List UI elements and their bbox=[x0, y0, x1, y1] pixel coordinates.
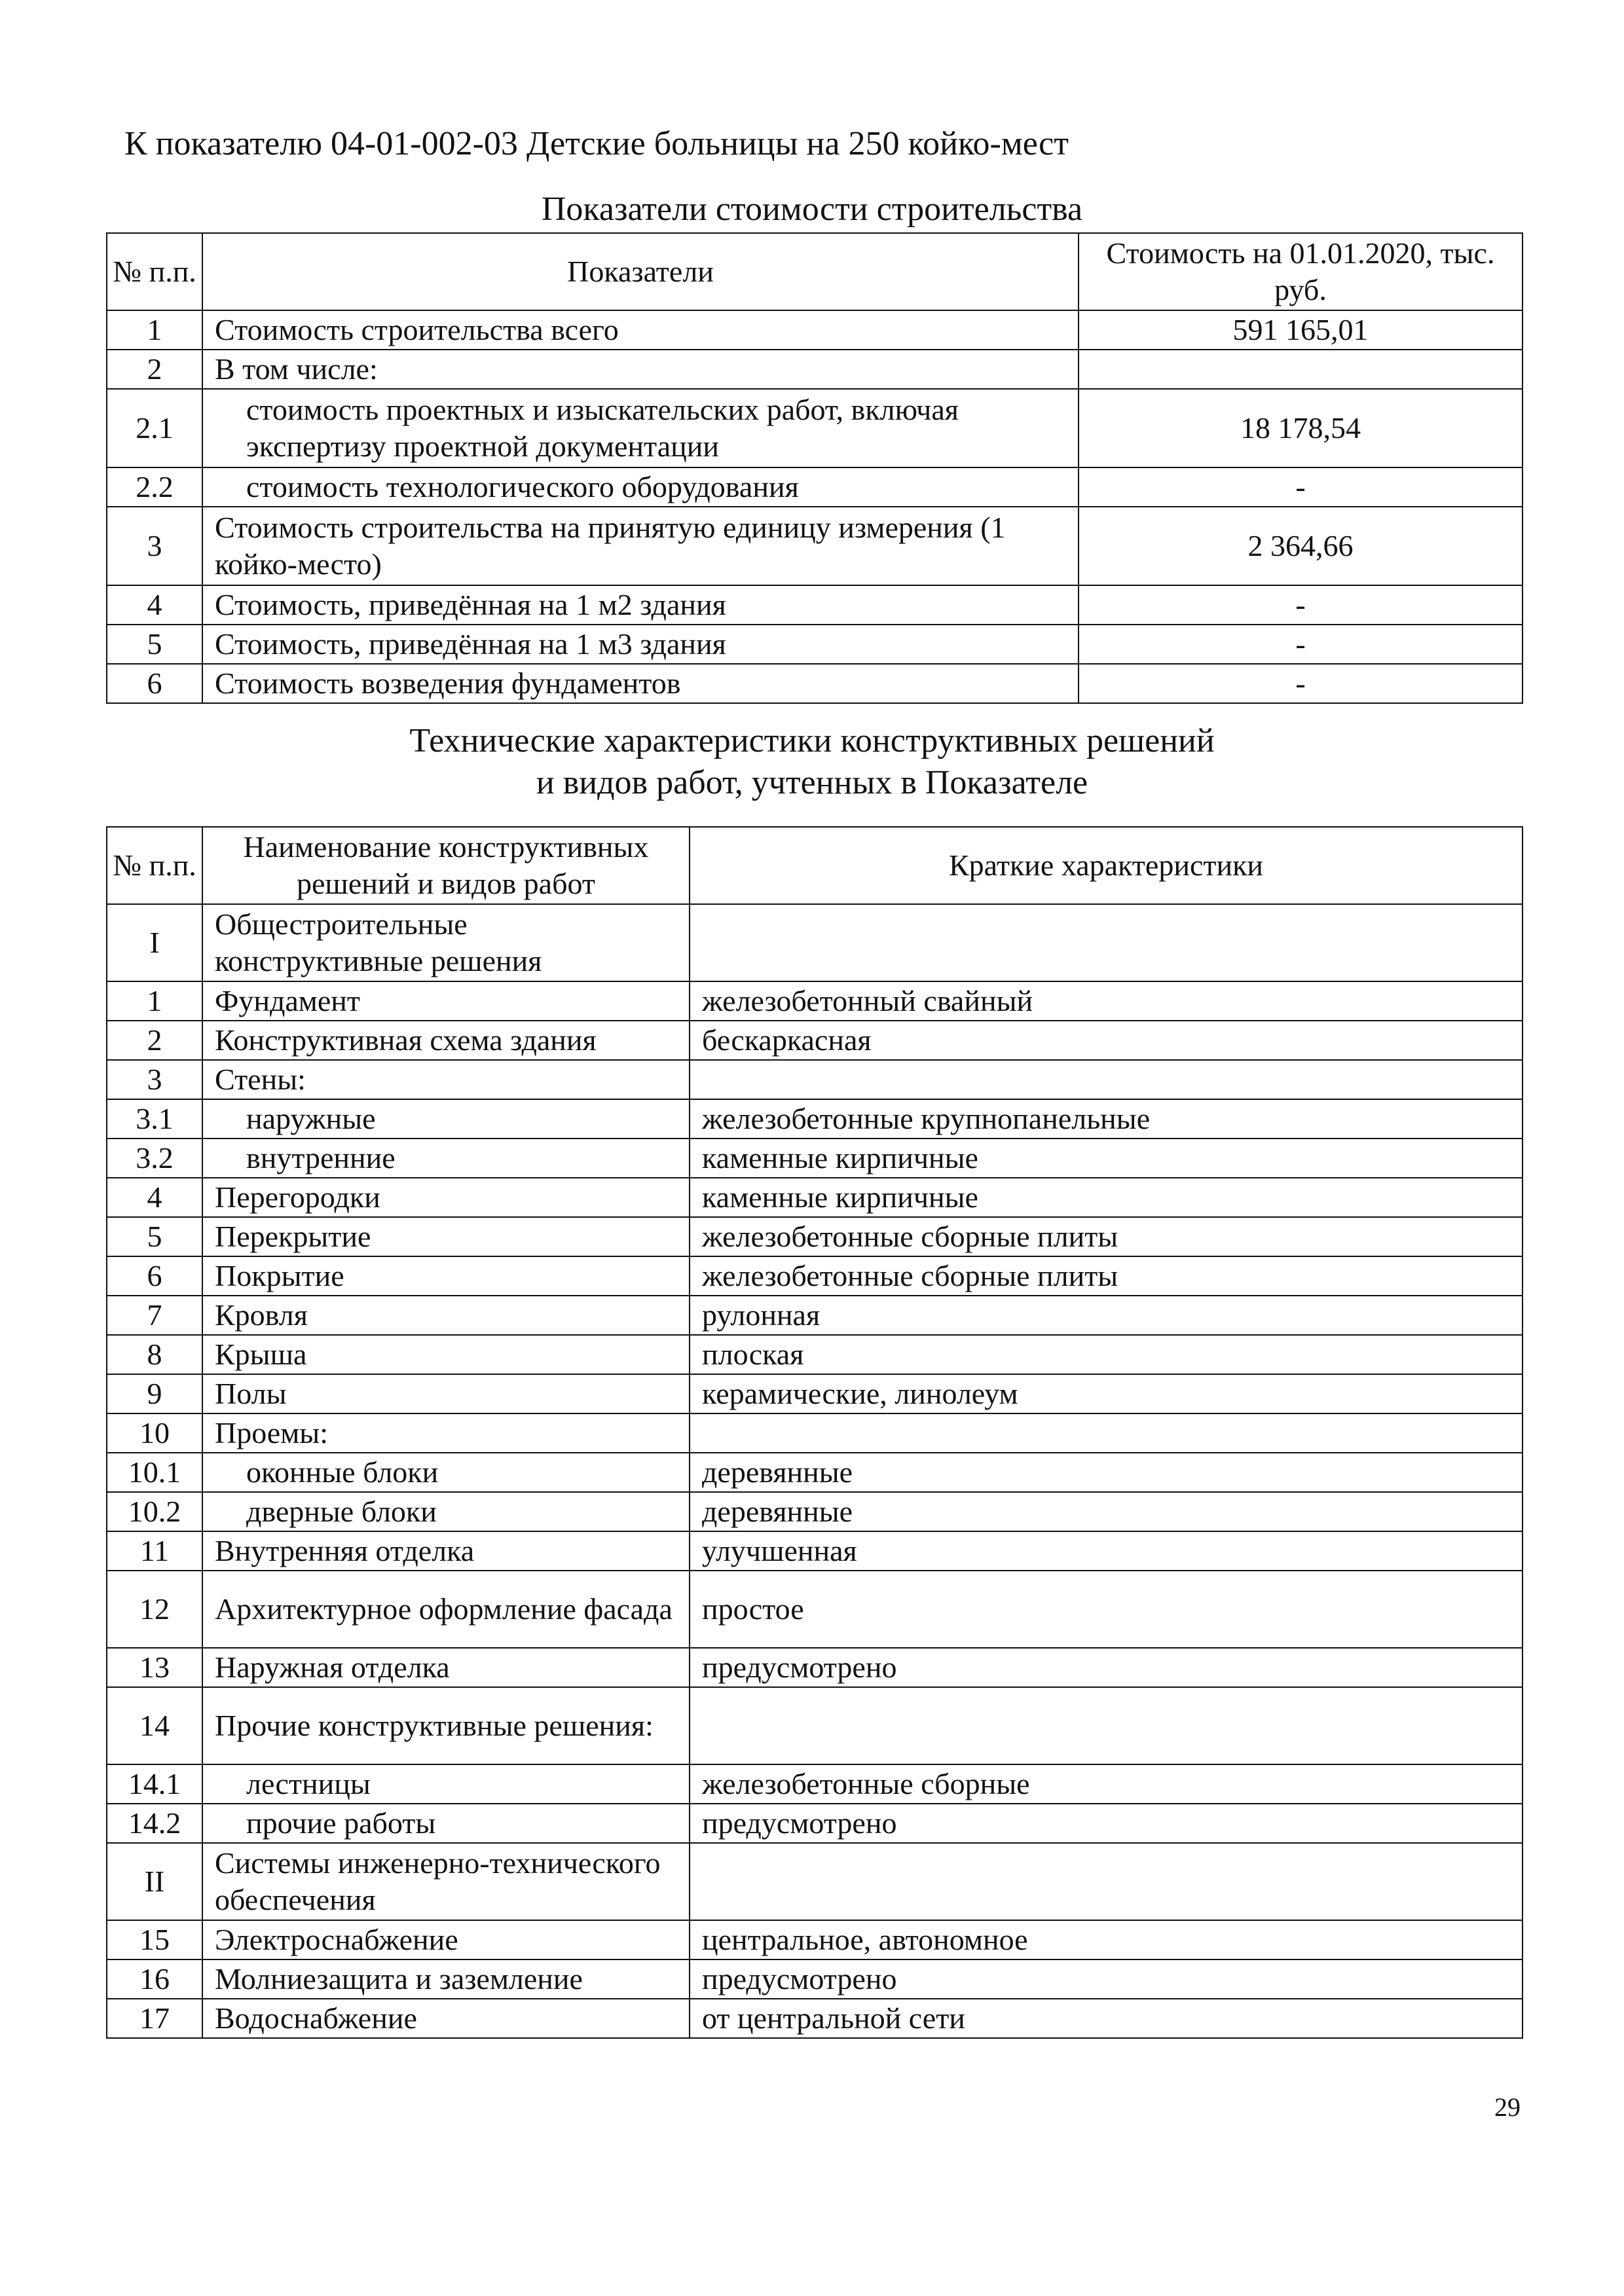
row-number: 5 bbox=[107, 1217, 202, 1256]
row-number: 9 bbox=[107, 1374, 202, 1413]
row-description: каменные кирпичные bbox=[690, 1139, 1522, 1178]
row-description bbox=[690, 1413, 1522, 1453]
table-row bbox=[107, 1804, 1522, 1843]
row-description: железобетонные сборные bbox=[690, 1764, 1522, 1804]
table-row bbox=[107, 1296, 1522, 1335]
row-description: плоская bbox=[690, 1335, 1522, 1374]
table-row bbox=[107, 1060, 1522, 1099]
row-name: Общестроительные конструктивные решения bbox=[202, 904, 690, 981]
row-name: Архитектурное оформление фасада bbox=[202, 1571, 690, 1648]
table-row bbox=[107, 1139, 1522, 1178]
table-row bbox=[107, 664, 1522, 703]
row-description: центральное, автономное bbox=[690, 1920, 1522, 1959]
table-row bbox=[107, 1217, 1522, 1256]
row-description: железобетонные сборные плиты bbox=[690, 1217, 1522, 1256]
row-name: Конструктивная схема здания bbox=[202, 1021, 690, 1060]
row-value: - bbox=[1079, 585, 1522, 625]
row-name: оконные блоки bbox=[202, 1453, 690, 1492]
row-name: Перекрытие bbox=[202, 1217, 690, 1256]
row-name: Прочие конструктивные решения: bbox=[202, 1687, 690, 1764]
table-row bbox=[107, 389, 1522, 467]
row-number: 2.1 bbox=[107, 389, 202, 467]
row-label: В том числе: bbox=[202, 350, 1079, 389]
table-row bbox=[107, 1256, 1522, 1296]
row-description: рулонная bbox=[690, 1296, 1522, 1335]
table-row bbox=[107, 310, 1522, 350]
row-name: дверные блоки bbox=[202, 1492, 690, 1531]
row-number: 6 bbox=[107, 1256, 202, 1296]
table-row bbox=[107, 467, 1522, 507]
row-description: предусмотрено bbox=[690, 1804, 1522, 1843]
row-number: 7 bbox=[107, 1296, 202, 1335]
row-description bbox=[690, 1687, 1522, 1764]
row-description: железобетонный свайный bbox=[690, 981, 1522, 1021]
table-row bbox=[107, 1413, 1522, 1453]
row-name: лестницы bbox=[202, 1764, 690, 1804]
row-description: железобетонные крупнопанельные bbox=[690, 1099, 1522, 1139]
tech-table-title-line-1: Технические характеристики конструктивных решений bbox=[409, 722, 1215, 759]
table-row bbox=[107, 1178, 1522, 1217]
row-number: 17 bbox=[107, 1999, 202, 2038]
row-number: 4 bbox=[107, 1178, 202, 1217]
row-number: 3.1 bbox=[107, 1099, 202, 1139]
table-row bbox=[107, 1453, 1522, 1492]
cost-table bbox=[106, 232, 1523, 704]
table-row bbox=[107, 1571, 1522, 1648]
tech-table-title-line-2: и видов работ, учтенных в Показателе bbox=[536, 764, 1088, 801]
row-name: Стены: bbox=[202, 1060, 690, 1099]
row-value: - bbox=[1079, 467, 1522, 507]
row-number: 10 bbox=[107, 1413, 202, 1453]
cost-table-header-row bbox=[107, 233, 1522, 310]
row-description bbox=[690, 1843, 1522, 1920]
tech-table-header-row bbox=[107, 827, 1522, 904]
row-name: Кровля bbox=[202, 1296, 690, 1335]
row-description bbox=[690, 1060, 1522, 1099]
table-row bbox=[107, 1335, 1522, 1374]
tech-header-name: Наименование конструктивных решений и видов работ bbox=[202, 827, 690, 904]
row-name: Наружная отделка bbox=[202, 1648, 690, 1687]
row-number: 13 bbox=[107, 1648, 202, 1687]
row-number: 15 bbox=[107, 1920, 202, 1959]
row-number: 14.2 bbox=[107, 1804, 202, 1843]
row-description: простое bbox=[690, 1571, 1522, 1648]
row-description: деревянные bbox=[690, 1453, 1522, 1492]
row-value: - bbox=[1079, 625, 1522, 664]
tech-table bbox=[106, 826, 1523, 2039]
row-number: 16 bbox=[107, 1959, 202, 1999]
row-number: 8 bbox=[107, 1335, 202, 1374]
cost-table-title: Показатели стоимости строительства bbox=[541, 191, 1083, 228]
row-name: Внутренняя отделка bbox=[202, 1531, 690, 1571]
table-row bbox=[107, 507, 1522, 585]
row-label: Стоимость, приведённая на 1 м3 здания bbox=[202, 625, 1079, 664]
table-row bbox=[107, 1021, 1522, 1060]
table-row bbox=[107, 1920, 1522, 1959]
table-row bbox=[107, 1492, 1522, 1531]
table-row bbox=[107, 1843, 1522, 1920]
document-heading: К показателю 04-01-002-03 Детские больницы на 250 койко-мест bbox=[124, 125, 1069, 162]
row-number: 1 bbox=[107, 981, 202, 1021]
page-number: 29 bbox=[1494, 2092, 1521, 2122]
row-name: Молниезащита и заземление bbox=[202, 1959, 690, 1999]
cost-header-number: № п.п. bbox=[107, 233, 202, 310]
row-label: Стоимость строительства всего bbox=[202, 310, 1079, 350]
row-number: II bbox=[107, 1843, 202, 1920]
row-number: 14.1 bbox=[107, 1764, 202, 1804]
row-description: от центральной сети bbox=[690, 1999, 1522, 2038]
row-value: 591 165,01 bbox=[1079, 310, 1522, 350]
row-label: стоимость проектных и изыскательских работ, включая экспертизу проектной документации bbox=[202, 389, 1079, 467]
row-number: 10.2 bbox=[107, 1492, 202, 1531]
table-row bbox=[107, 904, 1522, 981]
row-number: 1 bbox=[107, 310, 202, 350]
row-number: 12 bbox=[107, 1571, 202, 1648]
table-row bbox=[107, 1687, 1522, 1764]
row-number: 5 bbox=[107, 625, 202, 664]
row-name: Фундамент bbox=[202, 981, 690, 1021]
table-row bbox=[107, 350, 1522, 389]
table-row bbox=[107, 1648, 1522, 1687]
row-number: 14 bbox=[107, 1687, 202, 1764]
row-value bbox=[1079, 350, 1522, 389]
row-description bbox=[690, 904, 1522, 981]
row-name: Крыша bbox=[202, 1335, 690, 1374]
row-value: 2 364,66 bbox=[1079, 507, 1522, 585]
row-number: 3 bbox=[107, 507, 202, 585]
row-value: 18 178,54 bbox=[1079, 389, 1522, 467]
row-name: Перегородки bbox=[202, 1178, 690, 1217]
cost-header-indicator: Показатели bbox=[202, 233, 1079, 310]
row-number: 2 bbox=[107, 350, 202, 389]
row-number: 6 bbox=[107, 664, 202, 703]
row-number: 2.2 bbox=[107, 467, 202, 507]
tech-table-title bbox=[0, 720, 1624, 804]
row-name: внутренние bbox=[202, 1139, 690, 1178]
row-description: улучшенная bbox=[690, 1531, 1522, 1571]
row-number: 3.2 bbox=[107, 1139, 202, 1178]
row-number: 11 bbox=[107, 1531, 202, 1571]
row-name: Проемы: bbox=[202, 1413, 690, 1453]
table-row bbox=[107, 585, 1522, 625]
row-description: бескаркасная bbox=[690, 1021, 1522, 1060]
row-name: Водоснабжение bbox=[202, 1999, 690, 2038]
row-description: деревянные bbox=[690, 1492, 1522, 1531]
table-row bbox=[107, 625, 1522, 664]
row-label: стоимость технологического оборудования bbox=[202, 467, 1079, 507]
table-row bbox=[107, 1999, 1522, 2038]
row-name: наружные bbox=[202, 1099, 690, 1139]
row-number: 3 bbox=[107, 1060, 202, 1099]
row-description: каменные кирпичные bbox=[690, 1178, 1522, 1217]
row-label: Стоимость, приведённая на 1 м2 здания bbox=[202, 585, 1079, 625]
row-number: I bbox=[107, 904, 202, 981]
tech-header-description: Краткие характеристики bbox=[690, 827, 1522, 904]
row-label: Стоимость строительства на принятую единицу измерения (1 койко-место) bbox=[202, 507, 1079, 585]
table-row bbox=[107, 1959, 1522, 1999]
table-row bbox=[107, 1374, 1522, 1413]
row-name: прочие работы bbox=[202, 1804, 690, 1843]
row-description: железобетонные сборные плиты bbox=[690, 1256, 1522, 1296]
row-number: 10.1 bbox=[107, 1453, 202, 1492]
cost-header-value: Стоимость на 01.01.2020, тыс. руб. bbox=[1079, 233, 1522, 310]
row-name: Системы инженерно-технического обеспечения bbox=[202, 1843, 690, 1920]
table-row bbox=[107, 1531, 1522, 1571]
row-value: - bbox=[1079, 664, 1522, 703]
tech-header-number: № п.п. bbox=[107, 827, 202, 904]
row-name: Электроснабжение bbox=[202, 1920, 690, 1959]
row-label: Стоимость возведения фундаментов bbox=[202, 664, 1079, 703]
row-name: Покрытие bbox=[202, 1256, 690, 1296]
table-row bbox=[107, 1099, 1522, 1139]
row-name: Полы bbox=[202, 1374, 690, 1413]
row-number: 2 bbox=[107, 1021, 202, 1060]
row-number: 4 bbox=[107, 585, 202, 625]
row-description: керамические, линолеум bbox=[690, 1374, 1522, 1413]
table-row bbox=[107, 981, 1522, 1021]
row-description: предусмотрено bbox=[690, 1959, 1522, 1999]
table-row bbox=[107, 1764, 1522, 1804]
row-description: предусмотрено bbox=[690, 1648, 1522, 1687]
